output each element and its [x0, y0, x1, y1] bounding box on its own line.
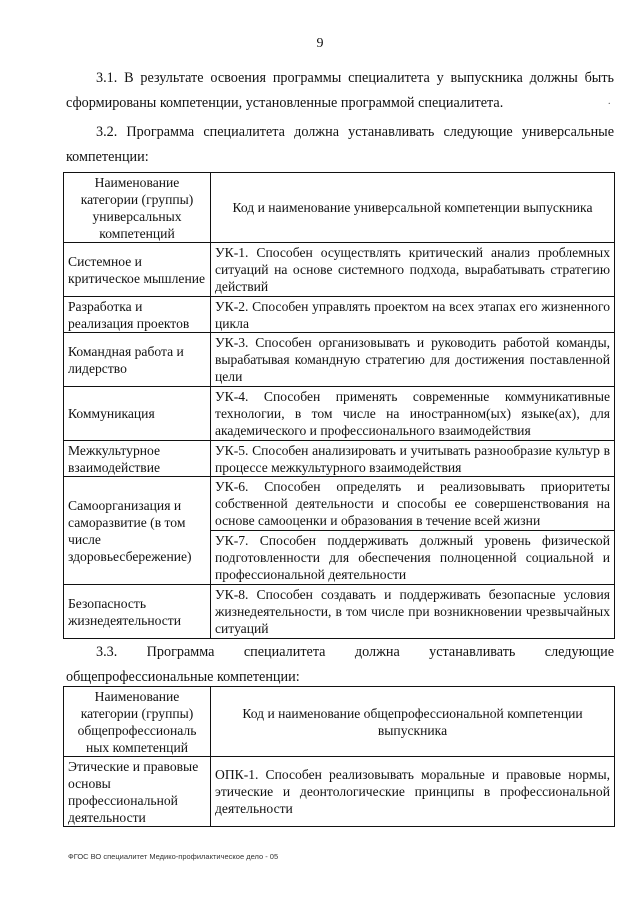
category-cell: Безопасность жизнедеятельности: [64, 585, 211, 639]
general-competencies-table: [63, 686, 615, 827]
page-number: 9: [316, 36, 324, 51]
competence-cell: УК-2. Способен управлять проектом на всех этапах его жизненного цикла: [211, 297, 615, 333]
header-competence: Код и наименование универсальной компетенции выпускника: [211, 173, 615, 243]
header-category: Наименование категории (группы) общепрофессиональ ных компетенций: [64, 687, 211, 757]
category-cell: Системное и критическое мышление: [64, 243, 211, 297]
competence-cell: УК-5. Способен анализировать и учитывать разнообразие культур в процессе межкультурного взаимодействия: [211, 441, 615, 477]
universal-competencies-table: [63, 172, 615, 639]
stray-mark: .: [608, 96, 611, 107]
category-cell: Командная работа и лидерство: [64, 333, 211, 387]
competence-cell: УК-3. Способен организовывать и руководить работой команды, вырабатывая командную стратегию для достижения поставленной цели: [211, 333, 615, 387]
competence-cell: УК-1. Способен осуществлять критический анализ проблемных ситуаций на основе системного подхода, вырабатывать стратегию действий: [211, 243, 615, 297]
competence-cell: ОПК-1. Способен реализовывать моральные и правовые нормы, этические и деонтологические принципы в профессиональной деятельности: [211, 757, 615, 827]
competence-cell: УК-6. Способен определять и реализовывать приоритеты собственной деятельности и способы ее совершенствования на основе самооценки и образования в течение всей жизни: [211, 477, 615, 531]
table-row: [64, 387, 615, 441]
category-cell: Этические и правовые основы профессиональной деятельности: [64, 757, 211, 827]
header-competence: Код и наименование общепрофессиональной компетенции выпускника: [211, 687, 615, 757]
paragraph-3-2-text: 3.2. Программа специалитета должна устанавливать следующие универсальные компетенции:: [66, 124, 614, 165]
category-cell: Коммуникация: [64, 387, 211, 441]
paragraph-3-1: [66, 66, 614, 116]
category-cell: Межкультурное взаимодействие: [64, 441, 211, 477]
paragraph-3-1-text: 3.1. В результате освоения программы специалитета у выпускника должны быть сформированы компетенции, установленные программой специалитета.: [66, 70, 614, 111]
table-row: [64, 757, 615, 827]
table-header-row: [64, 687, 615, 757]
table-header-row: [64, 173, 615, 243]
competence-cell: УК-4. Способен применять современные коммуникативные технологии, в том числе на иностранном(ых) языке(ах), для академического и профессионального взаимодействия: [211, 387, 615, 441]
table-row: [64, 477, 615, 531]
header-category: Наименование категории (группы) универсальных компетенций: [64, 173, 211, 243]
category-cell: Самоорганизация и саморазвитие (в том числе здоровьесбережение): [64, 477, 211, 585]
table-row: [64, 333, 615, 387]
footer-text: ФГОС ВО специалитет Медико-профилактическое дело - 05: [68, 852, 279, 861]
table-row: [64, 585, 615, 639]
paragraph-3-3-text: 3.3. Программа специалитета должна устанавливать следующие общепрофессиональные компетенции:: [66, 644, 614, 685]
category-cell: Разработка и реализация проектов: [64, 297, 211, 333]
table-row: [64, 297, 615, 333]
paragraph-3-3: [66, 640, 614, 690]
table-row: [64, 243, 615, 297]
table-row: [64, 441, 615, 477]
competence-cell: УК-8. Способен создавать и поддерживать безопасные условия жизнедеятельности, в том числе при возникновении чрезвычайных ситуаций: [211, 585, 615, 639]
competence-cell: УК-7. Способен поддерживать должный уровень физической подготовленности для обеспечения полноценной социальной и профессиональной деятельности: [211, 531, 615, 585]
paragraph-3-2: [66, 120, 614, 170]
